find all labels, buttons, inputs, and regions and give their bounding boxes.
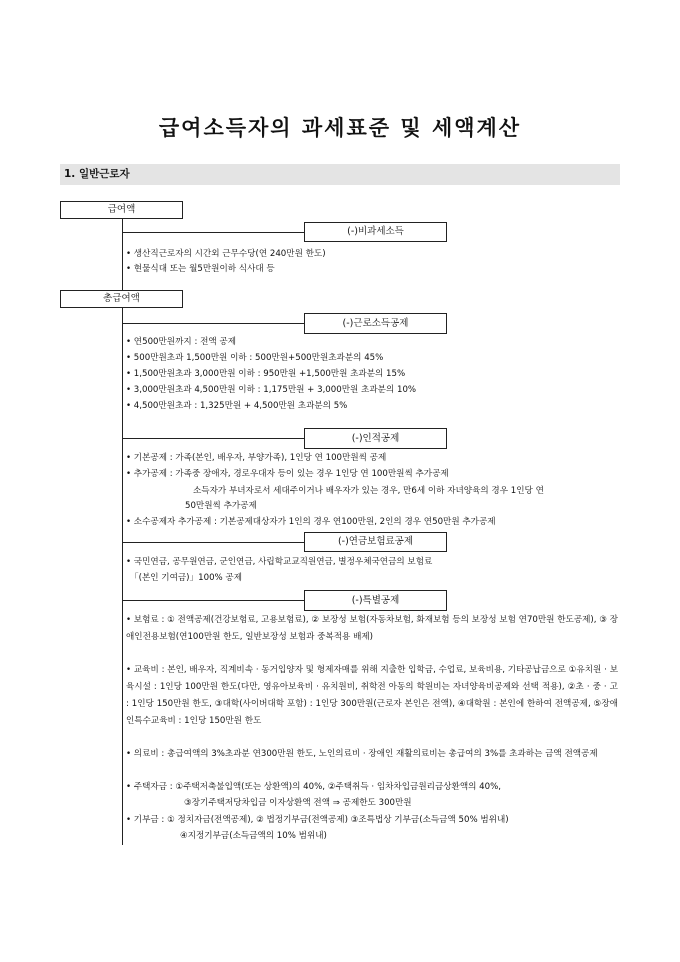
flow-line — [122, 308, 123, 845]
special-housing: ③장기주택저당차입금 이자상환액 전액 ⇒ 공제한도 300만원 — [184, 798, 412, 808]
connector-line — [122, 323, 304, 324]
earned-income-item: • 4,500만원초과 : 1,325만원 + 4,500만원 초과분의 5% — [126, 401, 348, 411]
connector-line — [122, 232, 304, 233]
earned-income-item: • 3,000만원초과 4,500만원 이하 : 1,175만원 + 3,000만원 초과분의 10% — [126, 385, 417, 395]
personal-additional: 50만원씩 추가공제 — [185, 501, 257, 511]
pension-deduction-box: (-)연금보험료공제 — [304, 532, 447, 552]
personal-deduction-box: (-)인적공제 — [304, 428, 447, 449]
personal-small-family: • 소수공제자 추가공제 : 기본공제대상자가 1인의 경우 연100만원, 2인의 경우 연50만원 추가공제 — [126, 517, 496, 527]
special-donation: ④지정기부금(소득금액의 10% 범위내) — [180, 831, 327, 841]
earned-income-deduction-box: (-)근로소득공제 — [304, 313, 447, 334]
total-pay-box: 총급여액 — [60, 290, 183, 308]
personal-basic: • 기본공제 : 가족(본인, 배우자, 부양가족), 1인당 연 100만원씩 공제 — [126, 453, 387, 463]
earned-income-item: • 연500만원까지 : 전액 공제 — [126, 337, 237, 347]
pension-item: • 국민연금, 공무원연금, 군인연금, 사립학교교직원연금, 별정우체국연금의 보험료 — [126, 557, 433, 567]
special-deduction-box: (-)특별공제 — [304, 590, 447, 611]
special-education: • 교육비 : 본인, 배우자, 직계비속 · 동거입양자 및 형제자매를 위해 지출한 입학금, 수업료, 보육비용, 기타공납금으로 ①유치원 · 보육시설 : 1인당 100만원 한도(다만, 영유아보육비 · 유치원비, 취학전 아동의 학원비는 자녀양육비공제와 선택 적용), ②초 · 중 · 고 : 1인당 150만원 한도, ③대학(사이버대학 포함) : 1인당 300만원(근로자 본인은 전액), ④대학원 : 본인에 한하여 전액공제, ⑤장애인특수교육비 : 1인당 150만원 한도 — [126, 665, 618, 726]
connector-line — [122, 438, 304, 439]
gross-pay-box: 급여액 — [60, 201, 183, 219]
special-insurance: • 보험료 : ① 전액공제(건강보험료, 고용보험료), ② 보장성 보험(자동차보험, 화재보험 등의 보장성 보험 연70만원 한도공제), ③ 장애인전용보험(연100만원 한도, 일반보장성 보험과 중복적용 배제) — [126, 615, 618, 642]
personal-additional: • 추가공제 : 가족중 장애자, 경로우대자 등이 있는 경우 1인당 연 100만원씩 추가공제 — [126, 469, 449, 479]
earned-income-item: • 1,500만원초과 3,000만원 이하 : 950만원 +1,500만원 초과분의 15% — [126, 369, 406, 379]
nontaxable-item: • 현물식대 또는 월5만원이하 식사대 등 — [126, 264, 275, 274]
flow-line — [122, 219, 123, 290]
earned-income-item: • 500만원초과 1,500만원 이하 : 500만원+500만원초과분의 45% — [126, 353, 384, 363]
section-heading: 1. 일반근로자 — [60, 164, 620, 185]
personal-additional: 소득자가 부녀자로서 세대주이거나 배우자가 있는 경우, 만6세 이하 자녀양육의 경우 1인당 연 — [193, 486, 544, 496]
special-housing: • 주택자금 : ①주택저축불입액(또는 상환액)의 40%, ②주택취득 · 임차차입금원리금상환액의 40%, — [126, 782, 502, 792]
pension-item: 「(본인 기여금)」100% 공제 — [130, 573, 243, 583]
special-medical: • 의료비 : 총급여액의 3%초과분 연300만원 한도, 노인의료비 · 장애인 재활의료비는 총급여의 3%를 초과하는 금액 전액공제 — [126, 749, 598, 759]
connector-line — [122, 600, 304, 601]
connector-line — [122, 542, 304, 543]
page-title: 급여소득자의 과세표준 및 세액계산 — [158, 115, 522, 140]
nontaxable-item: • 생산직근로자의 시간외 근무수당(연 240만원 한도) — [126, 249, 326, 259]
nontaxable-box: (-)비과세소득 — [304, 222, 447, 242]
special-donation: • 기부금 : ① 정치자금(전액공제), ② 법정기부금(전액공제) ③조특법상 기부금(소득금액 50% 범위내) — [126, 815, 509, 825]
